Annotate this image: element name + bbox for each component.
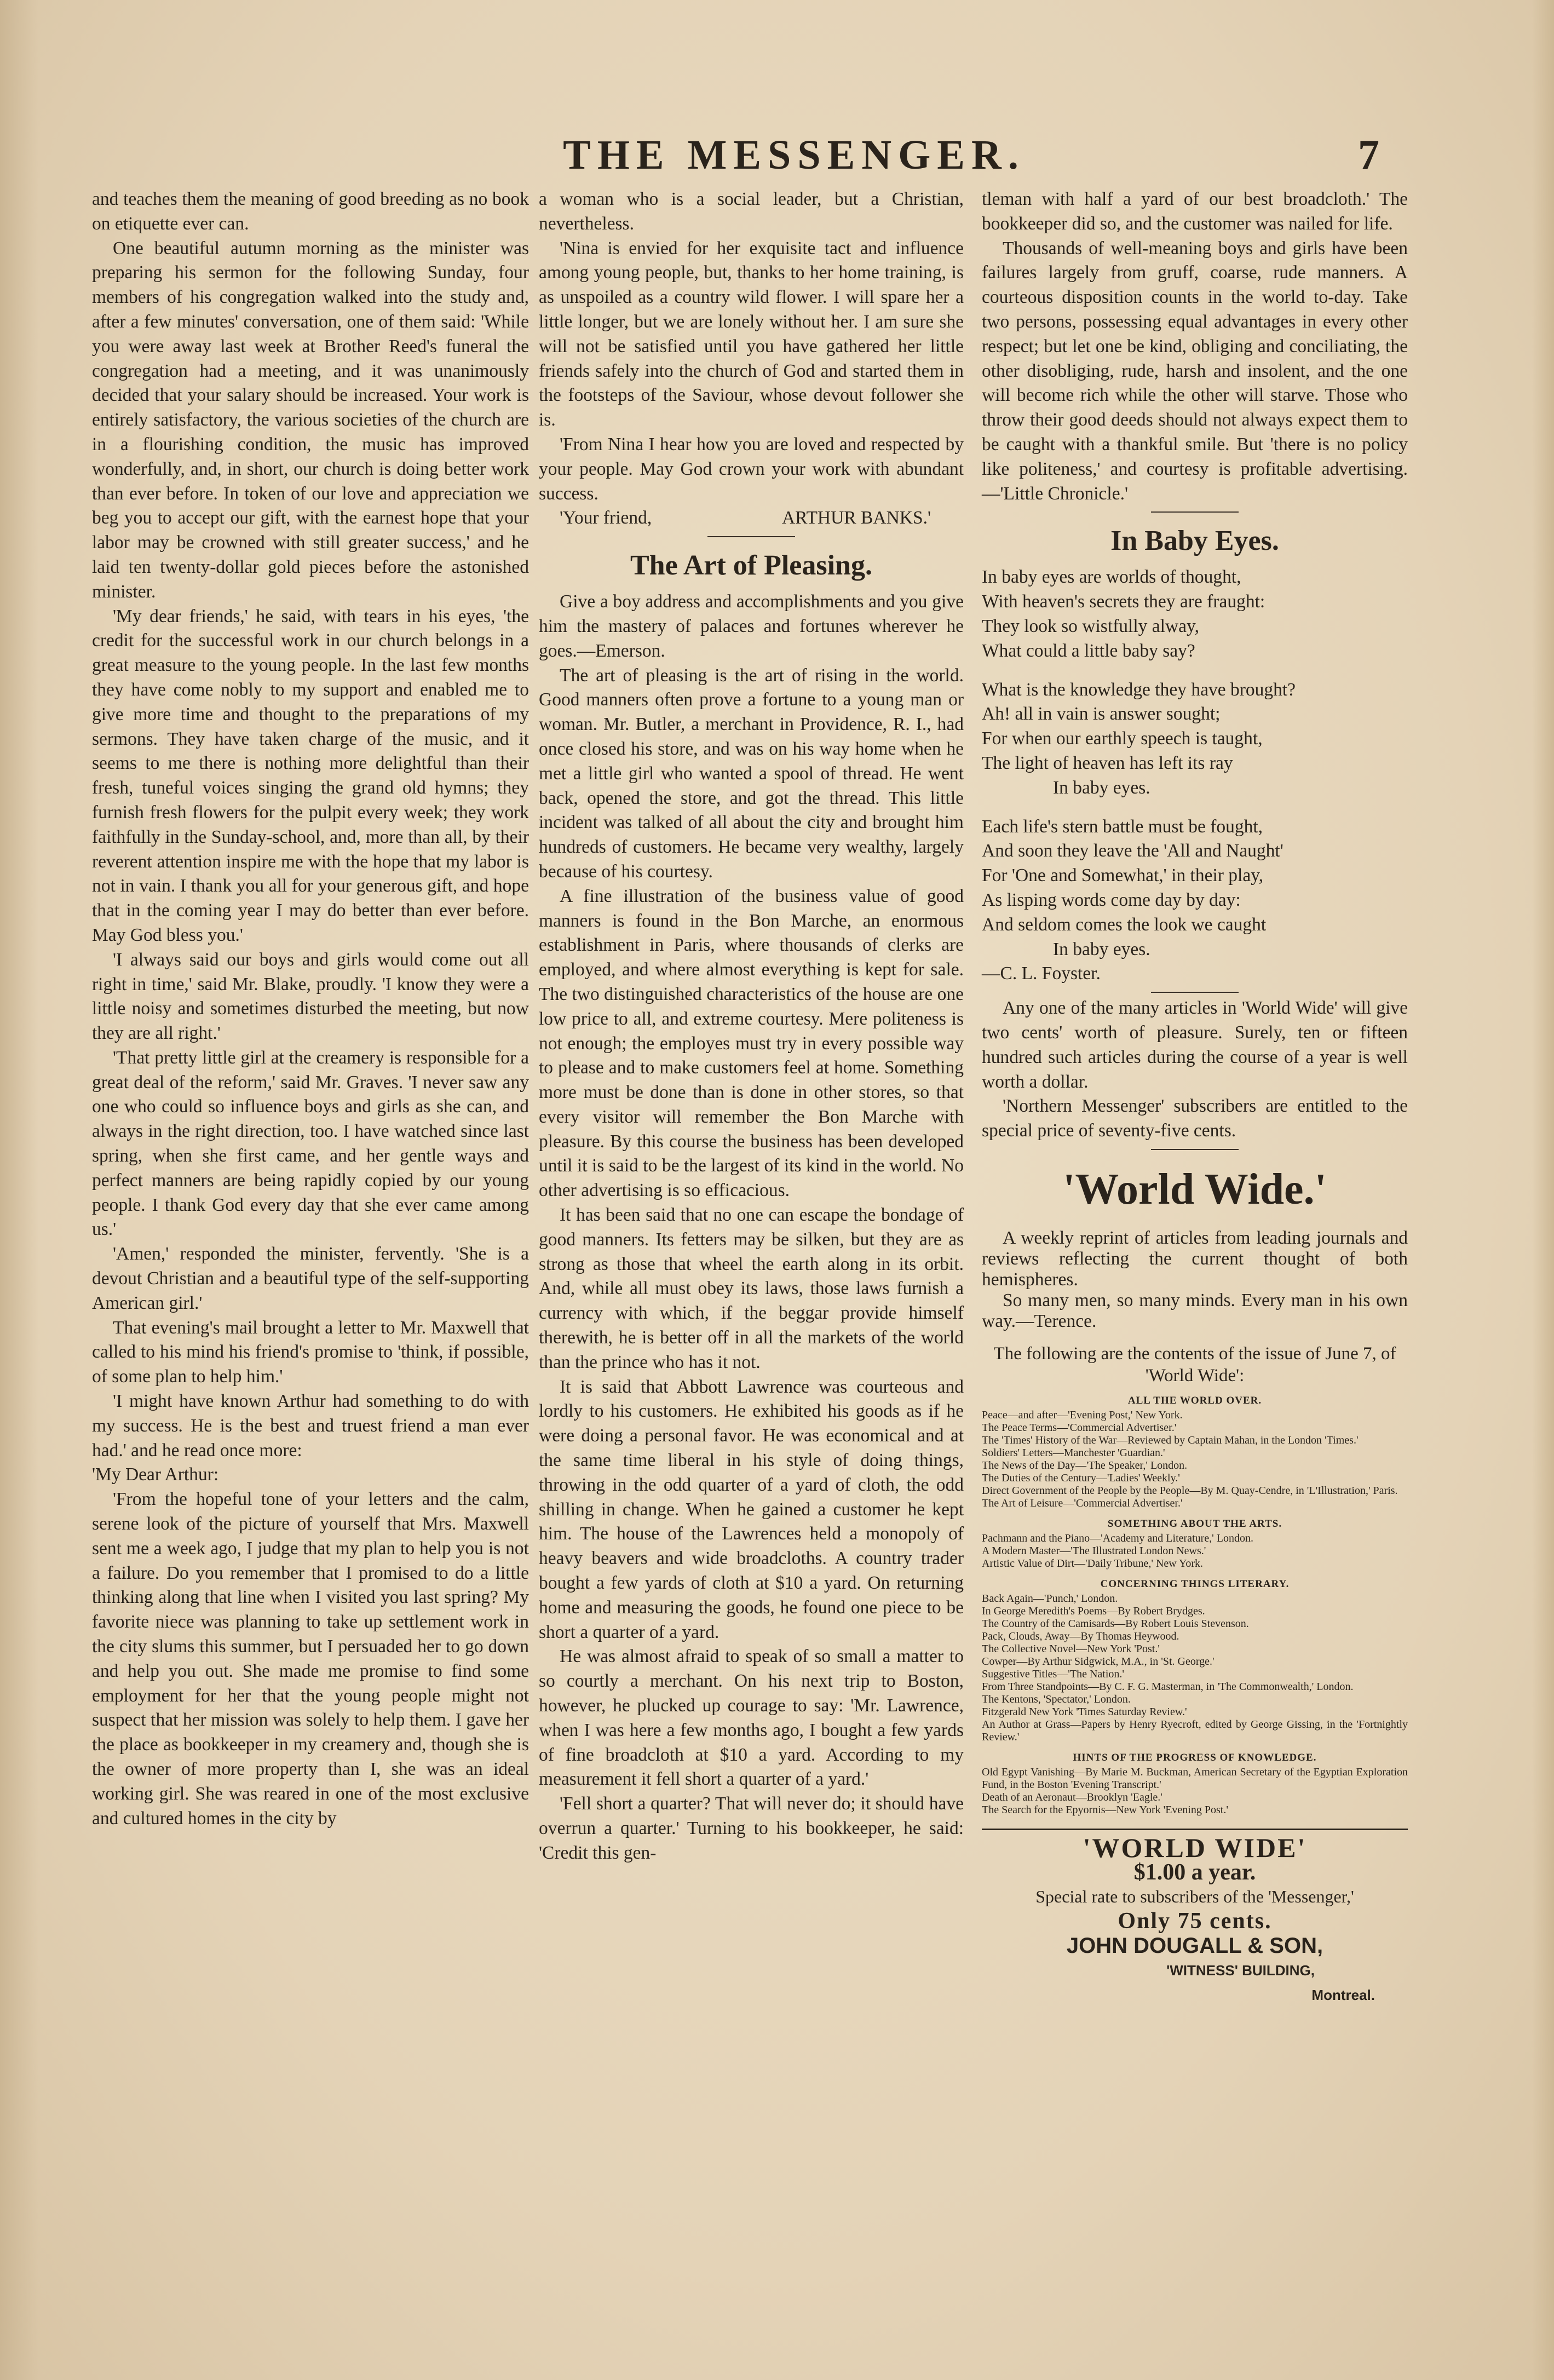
contents-item: Back Again—'Punch,' London. bbox=[982, 1592, 1118, 1605]
contents-item: Suggestive Titles—'The Nation.' bbox=[982, 1668, 1124, 1680]
contents-item: Peace—and after—'Evening Post,' New York. bbox=[982, 1409, 1183, 1421]
poem bbox=[982, 565, 1408, 986]
poem-line: In baby eyes are worlds of thought, bbox=[982, 567, 1241, 588]
contents-list bbox=[982, 1394, 1408, 1816]
contents-item: The Peace Terms—'Commercial Advertiser.' bbox=[982, 1421, 1177, 1434]
column-3 bbox=[982, 187, 1408, 2007]
poem-author: —C. L. Foyster. bbox=[982, 963, 1101, 984]
ad-special-rate: Special rate to subscribers of the 'Messenger,' bbox=[1035, 1887, 1354, 1907]
paragraph: One beautiful autumn morning as the minister was preparing his sermon for the following Sunday, four members of his congregation walked into the study and, after a few minutes' conversation, one of them said: 'While you were away last week at Brother Reed's funeral the congregation had a meeting, and it was unanimously decided that your salary should be increased. Your work is entirely satisfactory, the various societies of the church are in a flourishing condition, the music has improved wonderfully, and, in short, our church is doing better work than ever before. In token of our love and appreciation we beg you to accept our gift, with the earnest hope that your labor may be crowned with still greater success,' and he laid ten twenty-dollar gold pieces before the astonished minister. bbox=[92, 238, 529, 602]
contents-item: The Art of Leisure—'Commercial Advertiser.' bbox=[982, 1497, 1183, 1509]
poem-line: What could a little baby say? bbox=[982, 640, 1195, 661]
paragraph: A fine illustration of the business value of good manners is found in the Bon Marche, an enormous establishment in Paris, where thousands of clerks are employed, and where almost everything is kept for sale. The two distinguished characteristics of the house are one low price to all, and extreme courtesy. Mere politeness is not enough; the employes must try in every possible way to please and to make customers feel at home. Something more must be done than is done in other stores, so that every visitor will remember the Bon Marche with pleasure. By this course the business has been developed until it is said to be the largest of its kind in the world. No other advertising is so efficacious. bbox=[539, 886, 964, 1201]
ad-city: Montreal. bbox=[1311, 1986, 1375, 2003]
signature: ARTHUR BANKS.' bbox=[781, 508, 931, 528]
page-number: 7 bbox=[1358, 131, 1379, 179]
world-wide-title: 'World Wide.' bbox=[1063, 1165, 1327, 1214]
page-edge-shadow bbox=[1532, 0, 1554, 2380]
contents-item: Direct Government of the People by the People—By M. Quay-Cendre, in 'L'Illustration,' Paris. bbox=[982, 1484, 1398, 1497]
contents-item: Pack, Clouds, Away—By Thomas Heywood. bbox=[982, 1630, 1179, 1642]
contents-item: The 'Times' History of the War—Reviewed by Captain Mahan, in the London 'Times.' bbox=[982, 1434, 1359, 1446]
paragraph: tleman with half a yard of our best broadcloth.' The bookkeeper did so, and the customer was nailed for life. bbox=[982, 189, 1408, 234]
page-edge-shadow bbox=[0, 0, 38, 2380]
contents-item: A Modern Master—'The Illustrated London News.' bbox=[982, 1544, 1206, 1557]
poem-line: Each life's stern battle must be fought, bbox=[982, 816, 1263, 837]
contents-item: Cowper—By Arthur Sidgwick, M.A., in 'St. George.' bbox=[982, 1655, 1215, 1668]
contents-section-heading: SOMETHING ABOUT THE ARTS. bbox=[1107, 1517, 1282, 1530]
paragraph: 'Fell short a quarter? That will never do; it should have overrun a quarter.' Turning to his bookkeeper, he said: 'Credit this gen- bbox=[539, 1793, 964, 1863]
contents-item: The Duties of the Century—'Ladies' Weekly.' bbox=[982, 1471, 1180, 1484]
contents-item: An Author at Grass—Papers by Henry Ryecroft, edited by George Gissing, in the 'Fortnightly Review.' bbox=[982, 1718, 1408, 1743]
ad-price: $1.00 a year. bbox=[1133, 1859, 1256, 1885]
masthead: THE MESSENGER. bbox=[563, 132, 1025, 178]
divider-rule bbox=[1151, 1149, 1239, 1150]
divider-rule bbox=[1151, 992, 1239, 993]
contents-item: The News of the Day—'The Speaker,' London. bbox=[982, 1459, 1188, 1471]
paragraph: It is said that Abbott Lawrence was courteous and lordly to his customers. He exhibited his goods as if he were doing a personal favor. He was economical and at the same time liberal in his style of doing things, throwing in the odd quarter of a yard of cloth, the odd shilling in change. When he gained a customer he kept him. The house of the Lawrences held a monopoly of heavy beavers and wide broadcloths. A country trader bought a few yards of cloth at $10 a yard. On returning home and measuring the goods, he found one piece to be short a quarter of a yard. bbox=[539, 1376, 964, 1642]
poem-line: And seldom comes the look we caught bbox=[982, 914, 1267, 935]
paragraph: 'I always said our boys and girls would come out all right in time,' said Mr. Blake, proudly. 'I know they were a little noisy and sometimes disturbed the meeting, but now they are all right.' bbox=[92, 949, 529, 1044]
contents-item: From Three Standpoints—By C. F. G. Masterman, in 'The Commonwealth,' London. bbox=[982, 1680, 1354, 1693]
world-wide-description: A weekly reprint of articles from leading journals and reviews reflecting the current thought of both hemispheres. bbox=[982, 1227, 1408, 1290]
poem-refrain: In baby eyes. bbox=[1053, 939, 1150, 959]
column-2 bbox=[539, 187, 964, 1866]
paragraph: Any one of the many articles in 'World Wide' will give two cents' worth of pleasure. Surely, ten or fifteen hundred such articles during the course of a year is well worth a dollar. bbox=[982, 998, 1408, 1092]
contents-item: Soldiers' Letters—Manchester 'Guardian.' bbox=[982, 1446, 1165, 1459]
paragraph: 'That pretty little girl at the creamery is responsible for a great deal of the reform,' said Mr. Graves. 'I never saw any one who could so influence boys and girls as she can, and always in the right direction, too. I have watched since last spring, when she first came, and her gentle ways and perfect manners are being rapidly copied by our young people. I thank God every day that she ever came among us.' bbox=[92, 1047, 529, 1240]
paragraph: 'From Nina I hear how you are loved and respected by your people. May God crown your work with abundant success. bbox=[539, 434, 964, 504]
paragraph: 'Amen,' responded the minister, fervently. 'She is a devout Christian and a beautiful type of the self-supporting American girl.' bbox=[92, 1244, 529, 1313]
ad-special-price: Only 75 cents. bbox=[1118, 1908, 1272, 1934]
contents-item: The Kentons, 'Spectator,' London. bbox=[982, 1693, 1131, 1705]
divider-rule bbox=[1151, 511, 1239, 513]
paragraph: The art of pleasing is the art of rising in the world. Good manners often prove a fortune to a young man or woman. Mr. Butler, a merchant in Providence, R. I., had once closed his store, and was on his way home when he met a little girl who wanted a spool of thread. He went back, opened the store, and got the thread. This little incident was talked of all about the city and brought him hundreds of customers. He became very wealthy, largely because of his courtesy. bbox=[539, 665, 964, 882]
poem-refrain: In baby eyes. bbox=[1053, 777, 1150, 798]
contents-item: The Country of the Camisards—By Robert Louis Stevenson. bbox=[982, 1617, 1249, 1630]
contents-section-heading: ALL THE WORLD OVER. bbox=[1127, 1394, 1262, 1406]
paragraph: Thousands of well-meaning boys and girls have been failures largely from gruff, coarse, rude manners. A courteous disposition counts in the world to-day. Take two persons, possessing equal advantages in every other respect; but let one be kind, obliging and conciliating, the other disobliging, rude, harsh and insolent, and the one will become rich while the other will starve. Those who throw their good deeds should not always expect them to be caught with a thankful smile. But 'there is no policy like politeness,' and courtesy is profitable advertising. —'Little Chronicle.' bbox=[982, 238, 1408, 504]
poem-line: For when our earthly speech is taught, bbox=[982, 728, 1263, 749]
closing-text: 'Your friend, bbox=[560, 508, 652, 528]
paragraph: 'Nina is envied for her exquisite tact and influence among young people, but, thanks to her home training, is as unspoiled as a country wild flower. I will spare her a little longer, but we are lonely without her. I am sure she will not be satisfied until you have gathered her little friends safely into the church of God and started them in the footsteps of the Saviour, whose devout follower she is. bbox=[539, 238, 964, 430]
poem-line: For 'One and Somewhat,' in their play, bbox=[982, 865, 1264, 886]
contents-item: In George Meredith's Poems—By Robert Brydges. bbox=[982, 1605, 1205, 1617]
poem-line: With heaven's secrets they are fraught: bbox=[982, 591, 1265, 612]
ad-building: 'WITNESS' BUILDING, bbox=[1166, 1962, 1315, 1979]
poem-line: And soon they leave the 'All and Naught' bbox=[982, 841, 1284, 861]
paragraph: 'My dear friends,' he said, with tears in his eyes, 'the credit for the successful work in our church belongs in a great measure to the young people. In the last few months they have come nobly to my support and enabled me to give more time and thought to the preparations of my sermons. They have taken charge of the music, and it seems to me there is nothing more delightful than their fresh, tuneful voices singing the grand old hymns; they furnish fresh flowers for the pulpit every week; they work faithfully in the Sunday-school, and, more than all, by their reverent attention inspire me with the hope that my labor is not in vain. I thank you all for your generous gift, and hope that in the coming year I may do better than ever before. May God bless you.' bbox=[92, 606, 529, 945]
letter-salutation: 'My Dear Arthur: bbox=[92, 1464, 219, 1485]
epigraph: Give a boy address and accomplishments and you give him the mastery of palaces and fortunes wherever he goes.—Emerson. bbox=[539, 591, 964, 661]
letter-closing bbox=[539, 506, 964, 531]
paragraph: That evening's mail brought a letter to Mr. Maxwell that called to his mind his friend's promise to 'think, if possible, of some plan to help him.' bbox=[92, 1317, 529, 1387]
contents-item: Fitzgerald New York 'Times Saturday Review.' bbox=[982, 1705, 1187, 1718]
contents-item: Old Egypt Vanishing—By Marie M. Buckman, American Secretary of the Egyptian Exploration Fund, in the Boston 'Evening Transcript.' bbox=[982, 1766, 1408, 1791]
paragraph: 'From the hopeful tone of your letters and the calm, serene look of the picture of yourself that Mrs. Maxwell sent me a week ago, I judge that my plan to help you is not a failure. Do you remember that I promised to do a little thinking along that line when I visited you last spring? My favorite niece was planning to take up settlement work in the city slums this summer, but I persuaded her to go down and help you out. She made me promise to find some employment for her that the young people might not suspect that her mission was solely to help them. I gave her the place as bookkeeper in my creamery and, though she is the owner of more property than I, she was an ideal working girl. She was reared in one of the most exclusive and cultured homes in the city by bbox=[92, 1489, 529, 1829]
poem-line: As lisping words come day by day: bbox=[982, 889, 1241, 910]
paragraph: 'I might have known Arthur had something to do with my success. He is the best and truest friend a man ever had.' and he read once more: bbox=[92, 1391, 529, 1461]
contents-item: The Collective Novel—New York 'Post.' bbox=[982, 1642, 1160, 1655]
paragraph: and teaches them the meaning of good breeding as no book on etiquette ever can. bbox=[92, 189, 529, 234]
contents-item: Pachmann and the Piano—'Academy and Literature,' London. bbox=[982, 1532, 1253, 1544]
paragraph: 'Northern Messenger' subscribers are entitled to the special price of seventy-five cents. bbox=[982, 1096, 1408, 1141]
poem-line: The light of heaven has left its ray bbox=[982, 752, 1233, 773]
poem-line: They look so wistfully alway, bbox=[982, 616, 1199, 636]
paragraph: He was almost afraid to speak of so small a matter to so courtly a merchant. On his next trip to Boston, however, he plucked up courage to say: 'Mr. Lawrence, when I was here a few months ago, I bought a few yards of fine broadcloth at $10 a yard. According to my measurement it fell short a quarter of a yard.' bbox=[539, 1646, 964, 1790]
column-1 bbox=[92, 187, 529, 1831]
contents-section-heading: HINTS OF THE PROGRESS OF KNOWLEDGE. bbox=[1073, 1751, 1317, 1763]
poem-line: Ah! all in vain is answer sought; bbox=[982, 704, 1221, 725]
article-title: The Art of Pleasing. bbox=[630, 550, 872, 582]
contents-item: Death of an Aeronaut—Brooklyn 'Eagle.' bbox=[982, 1791, 1162, 1803]
contents-item: Artistic Value of Dirt—'Daily Tribune,' New York. bbox=[982, 1557, 1204, 1570]
poem-title: In Baby Eyes. bbox=[1110, 525, 1279, 557]
contents-intro: The following are the contents of the issue of June 7, of 'World Wide': bbox=[993, 1343, 1396, 1386]
poem-line: What is the knowledge they have brought? bbox=[982, 679, 1296, 700]
contents-item: The Search for the Epyornis—New York 'Evening Post.' bbox=[982, 1803, 1228, 1816]
subscription-ad bbox=[982, 1829, 1408, 2008]
ad-publisher: JOHN DOUGALL & SON, bbox=[1066, 1934, 1323, 1958]
world-wide-quote: So many men, so many minds. Every man in his own way.—Terence. bbox=[982, 1290, 1408, 1331]
paragraph: It has been said that no one can escape the bondage of good manners. Its fetters may be silken, but they are as strong as those that wheel the earth along in its orbit. And, while all must obey its laws, those laws furnish a currency with which, if the beggar provide himself therewith, he is better off in all the markets of the world than the prince who has it not. bbox=[539, 1205, 964, 1372]
paragraph: a woman who is a social leader, but a Christian, nevertheless. bbox=[539, 189, 964, 234]
contents-section-heading: CONCERNING THINGS LITERARY. bbox=[1100, 1578, 1290, 1590]
divider-rule bbox=[707, 536, 795, 537]
ad-title: 'WORLD WIDE' bbox=[1083, 1832, 1307, 1863]
